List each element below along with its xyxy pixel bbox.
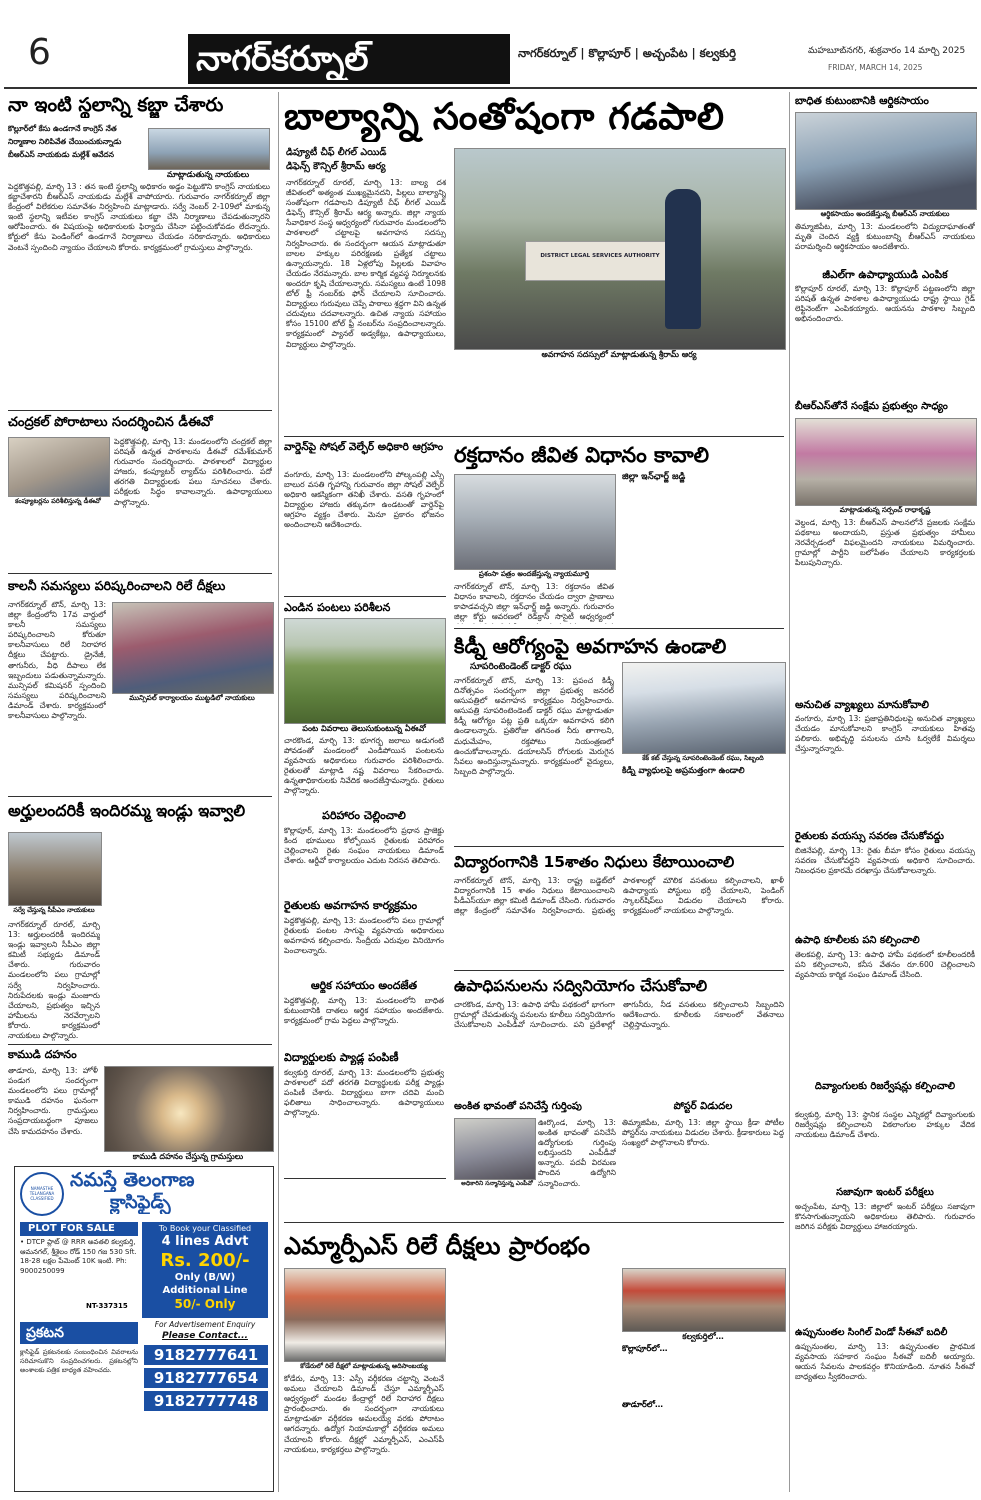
byline: సూపరింటెండెంట్ డాక్టర్ రఘు <box>470 662 572 672</box>
story-body: పెద్దకొత్తపల్లి, మార్చి 13: మండలంలోని చంద్రకల్ జిల్లా పరిషత్ ఉన్నత పాఠశాలను డీఈవో రమేశ్‌కుమార్ గురువారం సందర్శించారు. పాఠశాలలో విద్యార్థుల హాజరు, కంప్యూటర్ ల్యాబ్‌ను పరిశీలించారు. పదో తరగతి విద్యార్థులకు పలు సూచనలు చేశారు. పరీక్షలకు సిద్ధం కావాలన్నారు. ఉపాధ్యాయులు పాల్గొన్నారు. <box>114 437 272 507</box>
headline-dried-crops: ఎండిన పంటలు పరిశీలన <box>284 601 391 614</box>
story-body: నాగర్‌కర్నూల్ టౌన్, మార్చి 13: జిల్లా కేంద్రంలోని 17వ వార్డులో కాలనీ సమస్యలు పరిష్కరించాలని కోరుతూ కాలనీవాసులు రిలే నిరాహార దీక్షలు చేపట్టారు. డ్రైనేజీ, తాగునీరు, వీధి దీపాలు లేక ఇబ్బందులు పడుతున్నామన్నారు. మున్సిపల్ కమిషనర్ స్పందించి సమస్యలు పరిష్కరించాలని డిమాండ్ చేశారు. కార్యక్రమంలో కాలనీవాసులు పాల్గొన్నారు. <box>8 600 106 721</box>
plot-body: • DTCP ప్లాట్ @ RRR అవతలి కల్వకుర్తి, ఆమనగల్, శ్రీశైలం రోడ్ 150 గజ 530 Sft. 18-28 లక్షల పేమెంట్ 10K ఇంటి. Ph: 9000250099 <box>20 1238 137 1275</box>
story-body-cont <box>622 1412 784 1492</box>
photo-felicitation <box>454 1118 536 1180</box>
story-body: నాగర్‌కర్నూల్ టౌన్, మార్చి 13: ప్రపంచ కిడ్నీ దినోత్సవం సందర్భంగా జిల్లా ప్రభుత్వ జనరల్ ఆసుపత్రిలో అవగాహన కార్యక్రమం నిర్వహించారు. ఆసుపత్రి సూపరింటెండెంట్ డాక్టర్ రఘు మాట్లాడుతూ కిడ్నీ ఆరోగ్యం పట్ల ప్రతి ఒక్కరూ అవగాహన కలిగి ఉండాలన్నారు. ప్రతిరోజు తగినంత నీరు తాగాలని, మధుమేహం, రక్తపోటు నియంత్రణలో ఉంచుకోవాలన్నారు. డయాలసిస్ రోగులకు మెరుగైన సేవలు అందిస్తున్నామన్నారు. కార్యక్రమంలో వైద్యులు, సిబ్బంది పాల్గొన్నారు. <box>454 676 614 776</box>
masthead <box>0 0 981 86</box>
divider <box>454 846 784 847</box>
story-body-cont <box>622 1356 784 1396</box>
photo-caption: అధికారిని సన్మానిస్తున్న ఎంపీవో <box>461 1180 533 1187</box>
headline-employment-wages: ఉపాధి కూలీలకు పని కల్పించాలి <box>795 935 920 946</box>
story-body: నాగర్‌కర్నూల్ రూరల్, మార్చి 13: అర్హులందరికీ ఇందిరమ్మ ఇండ్లు ఇవ్వాలని సీపీఎం జిల్లా కమిటీ సభ్యుడు డిమాండ్ చేశారు. గురువారం మండలంలోని పలు గ్రామాల్లో సర్వే నిర్వహించారు. నిరుపేదలకు ఇండ్లు మంజూరు చేయాలని, ప్రభుత్వం ఇచ్చిన హామీలను నెరవేర్చాలని కోరారు. కార్యక్రమంలో నాయకులు పాల్గొన్నారు. <box>8 920 100 1041</box>
sub-regions: నాగర్‌కర్నూల్ | కొల్లాపూర్ | అచ్చంపేట | కల్వకుర్తి <box>518 46 736 60</box>
headline-plot-grab: నా ఇంటి స్థలాన్ని కబ్జా చేశారు <box>8 94 224 116</box>
divider <box>8 1044 272 1045</box>
photo-caption: కోడేరులో రిలే దీక్షలో మాట్లాడుతున్న ఆదిసాంబయ్య <box>300 1362 428 1370</box>
caption-tadur: తాడూర్‌లో… <box>622 1400 663 1409</box>
photo-caption: కేక్ కట్ చేస్తున్న సూపరింటెండెంట్ రఘు, సిబ్బంది <box>642 754 764 762</box>
book-line1: To Book your Classified <box>158 1224 252 1233</box>
enquiry: For Advertisement Enquiry <box>154 1320 256 1329</box>
stage-banner <box>525 241 677 281</box>
photo-caption: పంట వివరాలు తెలుసుకుంటున్న ఏఈవో <box>302 724 426 733</box>
subhead: కిడ్నీ వ్యాధులపై అప్రమత్తంగా ఉండాలి <box>622 766 745 776</box>
caption-kollapur: కొల్లాపూర్‌లో… <box>622 1344 668 1353</box>
divider <box>8 796 272 797</box>
story-body: పెద్దకొత్తపల్లి, మార్చి 13: మండలంలోని పలు గ్రామాల్లో రైతులకు పంటల సాగుపై వ్యవసాయ అధికారులు అవగాహన కల్పించారు. సేంద్రీయ ఎరువుల వినియోగం పెంచాలన్నారు. <box>284 916 444 956</box>
price-box-text <box>144 1223 266 1312</box>
photo-survey <box>8 832 102 906</box>
lead-photo <box>454 148 786 350</box>
story-body-cont <box>454 1268 614 1492</box>
phone-2[interactable]: 9182777654 <box>144 1368 268 1388</box>
story-body: తిమ్మాజిపేట, మార్చి 13: మండలంలోని విద్యుదాఘాతంతో మృతి చెందిన వ్యక్తి కుటుంబాన్ని బీఆర్ఎస్ నాయకులు పరామర్శించి ఆర్థికసాయం అందజేశారు. <box>795 222 975 252</box>
story-body-cont <box>622 780 784 842</box>
headline-age-correction: రైతులకు వయస్సు సవరణ చేసుకోవద్దు <box>795 831 944 842</box>
contact: Please Contact... <box>162 1331 248 1341</box>
story-body: పెద్దకొత్తపల్లి, మార్చి 13 : తన ఇంటి స్థలాన్ని అధికారం అడ్డం పెట్టుకొని కాంగ్రెస్ నాయకులు కబ్జాచేశారని బీఆర్ఎస్ నాయకుడు మల్లేశ్ వాపోయారు. గురువారం నాగర్‌కర్నూల్ జిల్లా కేంద్రంలో విలేకరుల సమావేశం నిర్వహించి మాట్లాడారు. సర్వే నెంబర్ 2-109లో మాకున్న ఇంటి స్థలాన్ని ఇటీవల కాంగ్రెస్ నాయకులు కబ్జా చేసి నిర్మాణాలు చేపడుతున్నారని ఆరోపించారు. ఈ విషయంపై అధికారులకు ఫిర్యాదు చేసినా పట్టించుకోవడం లేదన్నారు. కోర్టులో కేసు పెండింగ్‌లో ఉండగానే నిర్మాణాలు చేయడం సరికాదన్నారు. అధికారులు వెంటనే స్పందించి న్యాయం చేయాలని కోరారు. కార్యక్రమంలో గ్రామస్తులు పాల్గొన్నారు. <box>8 182 270 252</box>
notice-body: క్లాసిఫైడ్ ప్రకటనలకు సంబంధించిన వివరాలను సరిచూసుకొని సంప్రదించగలరు. ప్రకటనల్లోని అంశాలకు పత్రిక బాధ్యత వహించదు. <box>20 1348 138 1374</box>
col-rule <box>278 92 279 1492</box>
headline-improper-comments: అనుచిత వ్యాఖ్యలు మానుకోవాలి <box>795 699 929 711</box>
photo-caption: ఆర్థికసాయం అందజేస్తున్న బీఆర్ఎస్ నాయకులు <box>820 210 950 218</box>
page-number: 6 <box>28 32 51 73</box>
headline-inter-exams: సజావుగా ఇంటర్ పరీక్షలు <box>836 1187 934 1198</box>
photo-field <box>284 618 446 724</box>
masthead-rule <box>4 87 977 89</box>
headline-kamudi-dahanam: కాముడి దహనం <box>8 1048 77 1061</box>
divider <box>284 436 784 437</box>
divider <box>8 410 272 411</box>
headline-compensation: పరిహారం చెల్లించాలి <box>322 809 406 822</box>
story-body: నాగర్‌కర్నూల్ టౌన్, మార్చి 13: రాష్ట్ర బడ్జెట్‌లో విద్యారంగానికి 15 శాతం నిధులు కేటాయించాలని పీడీఎస్‌యూ జిల్లా కమిటీ డిమాండ్ చేసింది. గురువారం జిల్లా కేంద్రంలో సమావేశం నిర్వహించారు. ప్రభుత్వ పాఠశాలల్లో మౌలిక వసతులు కల్పించాలని, ఖాళీ ఉపాధ్యాయ పోస్టులు భర్తీ చేయాలని, పెండింగ్ స్కాలర్‌షిప్‌లు విడుదల చేయాలని కోరారు. కార్యక్రమంలో నాయకులు పాల్గొన్నారు. <box>454 876 784 916</box>
story-body: తాడూరు, మార్చి 13: హోళీ పండుగ సందర్భంగా మండలంలోని పలు గ్రామాల్లో కాముడి దహనం ఘనంగా నిర్వహించారు. గ్రామస్తులు సంప్రదాయబద్ధంగా పూజలు చేసి కామదహనం చేశారు. <box>8 1066 98 1136</box>
headline-farmers-awareness: రైతులకు అవగాహన కార్యక్రమం <box>284 899 418 912</box>
lead-bullet-1: డిప్యూటీ చీఫ్ లీగల్ ఎయిడ్ <box>286 147 387 158</box>
photo-leaders <box>148 128 270 170</box>
date-english: FRIDAY, MARCH 14, 2025 <box>828 63 923 72</box>
price-note: Only (B/W) <box>174 1272 236 1283</box>
headline-poster: పోస్టర్ విడుదల <box>673 1101 733 1112</box>
enquiry-block <box>142 1320 268 1342</box>
byline: జిల్లా ఇన్‌ఛార్జ్ జడ్జి <box>622 472 686 482</box>
story-body: తెలకపల్లి, మార్చి 13: ఉపాధి హామీ పథకంలో కూలీలందరికీ పని కల్పించాలని, కనీస వేతనం రూ.600 చెల్లించాలని వ్యవసాయ కార్మిక సంఘం డిమాండ్ చేసింది. <box>795 950 975 980</box>
story-body: చారకొండ, మార్చి 13: భూగర్భ జలాలు అడుగంటి పోవడంతో మండలంలో ఎండిపోయిన పంటలను వ్యవసాయ అధికారులు గురువారం పరిశీలించారు. రైతులతో మాట్లాడి నష్ట వివరాలు సేకరించారు. ఉన్నతాధికారులకు నివేదిక అందజేస్తామన్నారు. రైతులు పాల్గొన్నారు. <box>284 736 444 796</box>
lead-photo-caption: అవగాహన సదస్సులో మాట్లాడుతున్న శ్రీరామ్ ఆర్య <box>541 350 697 359</box>
phone-3[interactable]: 9182777748 <box>144 1391 268 1411</box>
plot-code: NT-337315 <box>86 1302 128 1310</box>
headline-brs-welfare: బీఆర్ఎస్‌తోనే సంక్షేమ ప్రభుత్వం సాధ్యం <box>795 401 948 412</box>
headline-ceo-transfer: ఉప్పునుంతల సింగిల్ విండో సీఈవో బదిలీ <box>795 1327 948 1338</box>
story-body: వెల్దండ, మార్చి 13: బీఆర్ఎస్ పాలనలోనే ప్రజలకు సంక్షేమ పథకాలు అందాయని, ప్రస్తుత ప్రభుత్వం హామీలు నెరవేర్చడంలో విఫలమైందని నాయకులు విమర్శించారు. గ్రామాల్లో పార్టీని బలోపేతం చేయాలని కార్యకర్తలకు పిలుపునిచ్చారు. <box>795 518 975 568</box>
story-body-cont <box>622 486 784 624</box>
story-body: పెద్దకొత్తపల్లి, మార్చి 13: మండలంలోని బాధిత కుటుంబానికి దాతలు ఆర్థిక సహాయం అందజేశారు. కార్యక్రమంలో గ్రామ పెద్దలు పాల్గొన్నారు. <box>284 996 444 1026</box>
speaker-figure <box>665 189 701 329</box>
lead-body-cont <box>454 362 614 432</box>
headline-aid-family: బాధిత కుటుంబానికి ఆర్థికసాయం <box>795 95 929 107</box>
headline-disabled-reservation: దివ్యాంగులకు రిజర్వేషన్లు కల్పించాలి <box>814 1081 956 1092</box>
price: Rs. 200/- <box>160 1250 250 1271</box>
story-body: తిమ్మాజిపేట, మార్చి 13: జిల్లా స్థాయి క్రీడా పోటీల పోస్టర్‌ను నాయకులు విడుదల చేశారు. క్రీడాకారులు పెద్ద సంఖ్యలో పాల్గొనాలని కోరారు. <box>622 1118 784 1148</box>
lead-bullet-2: డిఫెన్స్ కౌన్సిల్ శ్రీరామ్ ఆర్య <box>286 161 386 172</box>
photo-brs-meeting <box>795 418 977 506</box>
photo-caption: ప్రశంసా పత్రం అందజేస్తున్న న్యాయమూర్తి <box>478 570 590 578</box>
seal-text: NAMASTHE TELANGANA CLASSIFIED <box>29 1186 55 1201</box>
headline-indiramma-houses: అర్హులందరికీ ఇందిరమ్మ ఇండ్లు ఇవ్వాలి <box>8 801 246 820</box>
photo-caption: సర్వే చేస్తున్న సీపీఎం నాయకులు <box>13 906 95 914</box>
headline-warden: వార్డెన్‌పై సోషల్ వెల్ఫేర్ అధికారి ఆగ్రహం <box>284 441 444 453</box>
headline-colony-issues: కాలనీ సమస్యలు పరిష్కరించాలని రిలే దీక్షలు <box>8 578 226 593</box>
story-body: ఊర్కొండ, మార్చి 13: అంకిత భావంతో పనిచేసే ఉద్యోగులకు గుర్తింపు లభిస్తుందని ఎంపీడీవో అన్నారు. పదవీ విరమణ పొందిన ఉద్యోగిని సన్మానించారు. <box>538 1118 616 1188</box>
col-rule <box>789 92 790 1492</box>
headline-employment-works: ఉపాధిపనులను సద్వినియోగం చేసుకోవాలి <box>454 977 708 995</box>
story-body: ఉప్పునుంతల, మార్చి 13: ఉప్పునుంతల ప్రాథమిక వ్యవసాయ సహకార సంఘం సీఈవో బదిలీ అయ్యారు. ఆయన సేవలను పాలకవర్గం కొనియాడింది. నూతన సీఈవో బాధ్యతలు స్వీకరించారు. <box>795 1342 975 1382</box>
story-body: అచ్చంపేట, మార్చి 13: జిల్లాలో ఇంటర్ పరీక్షలు సజావుగా కొనసాగుతున్నాయని అధికారులు తెలిపారు. గురువారం జరిగిన పరీక్షకు విద్యార్థులు హాజరయ్యారు. <box>795 1202 975 1232</box>
lead-headline: బాల్యాన్ని సంతోషంగా గడపాలి <box>284 95 725 138</box>
bullet-2: నిర్మాణాల నిలిపివేత చేయించుకున్నాడు <box>8 137 122 146</box>
photo-caption: కాముడి దహనం చేస్తున్న గ్రామస్తులు <box>132 1152 244 1161</box>
phone-list <box>144 1345 268 1411</box>
photo-kidney-day <box>622 662 786 754</box>
book-line2: 4 lines Advt <box>161 1234 249 1249</box>
photo-computer-lab <box>8 437 110 497</box>
headline-kidney: కిడ్నీ ఆరోగ్యంపై అవగాహన ఉండాలి <box>454 634 727 658</box>
lead-bullets <box>286 146 446 174</box>
story-body: కొల్లాపూర్, మార్చి 13: మండలంలోని ప్రధాన ప్రాజెక్టు కింద భూములు కోల్పోయిన రైతులకు పరిహారం చెల్లించాలని రైతు సంఘం నాయకులు డిమాండ్ చేశారు. ఆర్డీవో కార్యాలయం ఎదుట నిరసన తెలిపారు. <box>284 826 444 866</box>
story-body: వంగూరు, మార్చి 13: ప్రజాప్రతినిధులపై అనుచిత వ్యాఖ్యలు చేయడం మానుకోవాలని కాంగ్రెస్ నాయకులు హితవు పలికారు. అభివృద్ధి పనులను చూసి ఓర్వలేకే విమర్శలు చేస్తున్నారన్నారు. <box>795 714 975 754</box>
bullet-1: కొల్లూర్‌లో కేసు ఉండగానే కాంగ్రెస్ నేత <box>8 124 117 133</box>
date-telugu: మహబూబ్‌నగర్, శుక్రవారం 14 మార్చి 2025 <box>808 46 966 56</box>
headline-deo-visit: చంద్రకల్ పోరాటాలు సందర్శించిన డీఈవో <box>8 415 213 430</box>
headline-mrps-relay: ఎమ్మార్పీఎస్ రిలే దీక్షలు ప్రారంభం <box>284 1232 591 1260</box>
notice-title: ప్రకటన <box>26 1325 64 1341</box>
story-body: కొల్లాపూర్ రూరల్, మార్చి 13: కొల్లాపూర్ పట్టణంలోని జిల్లా పరిషత్ ఉన్నత పాఠశాల ఉపాధ్యాయుడు రాష్ట్ర స్థాయి గైడ్ లెఫ్టినెంట్‌గా ఎంపికయ్యారు. ఆయనను పాఠశాల సిబ్బంది అభినందించారు. <box>795 284 975 324</box>
banner-text: DISTRICT LEGAL SERVICES AUTHORITY <box>540 253 660 259</box>
additional-line: Additional Line <box>162 1285 248 1296</box>
photo-caption: మున్సిపల్ కార్యాలయం ముట్టడిలో నాయకులు <box>129 694 255 702</box>
story-body-cont <box>106 832 272 1042</box>
photo-mrps-kalwakurthy <box>622 1268 786 1332</box>
photo-blood-donation <box>454 474 616 570</box>
headline-dedication: అంకిత భావంతో పనిచేస్తే గుర్తింపు <box>454 1101 582 1112</box>
headline-financial-aid: ఆర్థిక సహాయం అందజేత <box>310 979 418 992</box>
plot-title: PLOT FOR SALE <box>28 1223 115 1234</box>
photo-caption: కంప్యూటర్లను పరిశీలిస్తున్న డీఈవో <box>15 497 101 505</box>
story-body: కల్వకుర్తి, మార్చి 13: స్థానిక సంస్థల ఎన్నికల్లో దివ్యాంగులకు రిజర్వేషన్లు కల్పించాలని వికలాంగుల హక్కుల వేదిక నాయకులు డిమాండ్ చేశారు. <box>795 1110 975 1140</box>
photo-caption: కల్వకుర్తిలో… <box>682 1332 724 1341</box>
photo-aid <box>795 112 977 210</box>
bullet-3: బీఆర్ఎస్ నాయకుడు మల్లేశ్ ఆవేదన <box>8 150 114 159</box>
ad-brand-sub: క్లాసిఫైడ్స్ <box>110 1192 171 1213</box>
divider <box>284 596 446 597</box>
lead-body: నాగర్‌కర్నూల్ రూరల్, మార్చి 13: బాల్య దశ జీవితంలో అత్యంత ముఖ్యమైనదని, పిల్లలు బాల్యాన్ని సంతోషంగా గడపాలని డిప్యూటీ చీఫ్ లీగల్ ఎయిడ్ డిఫెన్స్ కౌన్సిల్ శ్రీరామ్ ఆర్య అన్నారు. జిల్లా న్యాయ సేవాధికార సంస్థ ఆధ్వర్యంలో గురువారం మండలంలోని పాఠశాలలో చట్టాలపై అవగాహన సదస్సు నిర్వహించారు. ఈ సందర్భంగా ఆయన మాట్లాడుతూ బాలల హక్కుల పరిరక్షణకు ప్రత్యేక చట్టాలు ఉన్నాయన్నారు. 18 ఏళ్లలోపు పిల్లలకు వివాహం చేయడం నేరమన్నారు. బాల కార్మిక వ్యవస్థ నిర్మూలనకు అందరూ కృషి చేయాలన్నారు. సమస్యలు ఉంటే 1098 టోల్ ఫ్రీ నంబర్‌కు ఫోన్ చేయాలని సూచించారు. విద్యార్థులు గురువులు చెప్పే పాఠాలు శ్రద్ధగా విని ఉన్నత చదువులు చదవాలన్నారు. ఉచిత న్యాయ సహాయం కోసం 15100 టోల్ ఫ్రీ నంబర్‌ను సంప్రదించాలన్నారు. కార్యక్రమంలో ప్యానల్ అడ్వకేట్లు, ఉపాధ్యాయులు, విద్యార్థులు పాల్గొన్నారు. <box>286 178 446 349</box>
photo-caption: మాట్లాడుతున్న నాయకులు <box>166 170 250 179</box>
phone-1[interactable]: 9182777641 <box>144 1345 268 1365</box>
bullets <box>8 122 148 161</box>
photo-mrps-koderu <box>284 1268 446 1362</box>
headline-gl-selection: జీఎల్‌గా ఉపాధ్యాయుడి ఎంపిక <box>822 269 948 281</box>
divider <box>454 628 784 629</box>
headline-blood-donation: రక్తదానం జీవిత విధానం కావాలి <box>454 443 710 467</box>
fifty-only: 50/- Only <box>174 1297 236 1311</box>
story-body: చారకొండ, మార్చి 13: ఉపాధి హామీ పథకంలో భాగంగా గ్రామాల్లో చేపడుతున్న పనులను కూలీలు సద్వినియోగం చేసుకోవాలని ఎంపీడీవో సూచించారు. పని ప్రదేశాల్లో తాగునీరు, నీడ వసతులు కల్పించాలని సిబ్బందిని ఆదేశించారు. కూలీలకు సకాలంలో వేతనాలు చెల్లిస్తామన్నారు. <box>454 1000 784 1030</box>
ad-seal <box>20 1172 64 1216</box>
story-body: నాగర్‌కర్నూల్ టౌన్, మార్చి 13: రక్తదానం జీవిత విధానం కావాలని, రక్తదానం చేయడం ద్వారా ప్రాణాలు కాపాడవచ్చని జిల్లా ఇన్‌ఛార్జ్ జడ్జి అన్నారు. గురువారం జిల్లా కోర్టు ఆవరణలో రెడ్‌క్రాస్ సొసైటీ ఆధ్వర్యంలో <box>454 582 614 622</box>
ad-brand: నమస్తే తెలంగాణ <box>70 1169 195 1191</box>
photo-caption: మాట్లాడుతున్న సర్పంచ్ రాధాకృష్ణ <box>839 506 931 514</box>
photo-bonfire <box>104 1066 274 1152</box>
lead-body-cont-2 <box>622 362 784 432</box>
story-body-cont <box>112 706 272 792</box>
divider <box>454 970 784 971</box>
section-title: నాగర్‌కర్నూల్ <box>196 39 369 79</box>
story-body: కోడేరు, మార్చి 13: ఎస్సీ వర్గీకరణ చట్టాన్ని వెంటనే అమలు చేయాలని డిమాండ్ చేస్తూ ఎమ్మార్పీఎస్ ఆధ్వర్యంలో మండల కేంద్రాల్లో రిలే నిరాహార దీక్షలు ప్రారంభించారు. ఈ సందర్భంగా నాయకులు మాట్లాడుతూ వర్గీకరణ అమలయ్యే వరకు పోరాటం ఆగదన్నారు. ఉద్యోగ నియామకాల్లో వర్గీకరణ అమలు చేయాలని కోరారు. దీక్షల్లో ఎమ్మార్పీఎస్, ఎంఎస్‌పీ నాయకులు, కార్యకర్తలు పాల్గొన్నారు. <box>284 1374 444 1454</box>
story-body: వంగూరు, మార్చి 13: మండలంలోని పోల్కంపల్లి ఎస్సీ బాలుర వసతి గృహాన్ని గురువారం జిల్లా సోషల్ వెల్ఫేర్ అధికారి ఆకస్మికంగా తనిఖీ చేశారు. వసతి గృహంలో విద్యార్థుల హాజరు తక్కువగా ఉండటంతో వార్డెన్‌పై ఆగ్రహం వ్యక్తం చేశారు. మెనూ ప్రకారం భోజనం అందించాలని ఆదేశించారు. <box>284 470 444 530</box>
divider <box>8 573 272 574</box>
photo-protest <box>112 602 274 694</box>
headline-education-funds: విద్యారంగానికి 15శాతం నిధులు కేటాయించాలి <box>454 853 735 871</box>
divider <box>284 1178 446 1179</box>
story-body: బిజినేపల్లి, మార్చి 13: రైతు బీమా కోసం రైతులు వయస్సు సవరణ చేసుకోవద్దని వ్యవసాయ అధికారి సూచించారు. నిబంధనల ప్రకారమే దరఖాస్తు చేసుకోవాలన్నారు. <box>795 846 975 876</box>
headline-pads-distribution: విద్యార్థులకు ప్యాడ్ల పంపిణీ <box>284 1051 399 1064</box>
divider <box>284 1222 784 1223</box>
story-body: కల్వకుర్తి రూరల్, మార్చి 13: మండలంలోని ప్రభుత్వ పాఠశాలలో పదో తరగతి విద్యార్థులకు పరీక్ష ప్యాడ్లు పంపిణీ చేశారు. విద్యార్థులు బాగా చదివి మంచి ఫలితాలు సాధించాలన్నారు. ఉపాధ్యాయులు పాల్గొన్నారు. <box>284 1068 444 1118</box>
